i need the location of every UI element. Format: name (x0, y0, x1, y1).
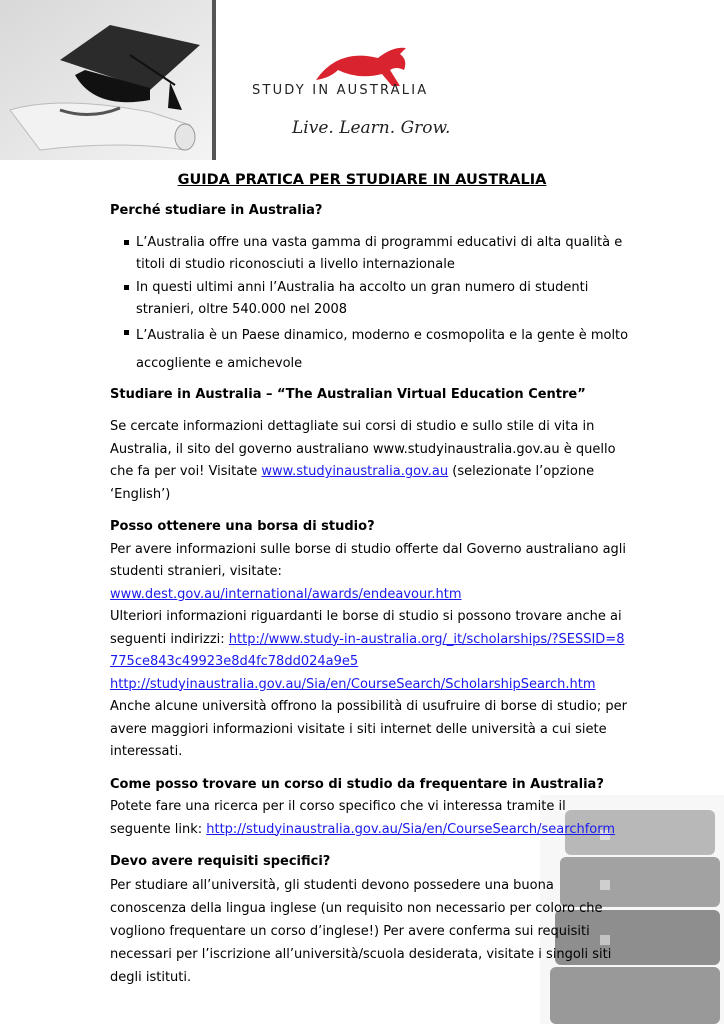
list-item: L’Australia offre una vasta gamma di programmi educativi di alta qualità e titoli di studio riconosciuti a livello internazionale (136, 232, 630, 277)
paragraph-text: Per avere informazioni sulle borse di studio offerte dal Governo australiano agli studenti stranieri, visitate: (110, 541, 627, 579)
section-heading: Perché studiare in Australia? (110, 203, 323, 218)
paragraph: Per studiare all’università, gli studenti devono possedere una buona conoscenza della lingua inglese (un requisito non necessario per coloro che vogliono frequentare un corso d’inglese!) Per avere conferma sui requisiti necessari per l’iscrizione all’università/scuola desiderata, visitate i singoli siti degli istituti. (110, 877, 612, 985)
link[interactable]: http://studyinaustralia.gov.au/Sia/en/CourseSearch/ScholarshipSearch.htm (110, 676, 596, 692)
paragraph (110, 796, 630, 841)
link[interactable]: www.dest.gov.au/international/awards/endeavour.htm (110, 586, 462, 602)
paragraph-text: Potete fare una ricerca per il corso specifico che vi interessa tramite il seguente link: (110, 799, 566, 837)
link[interactable]: www.studyinaustralia.gov.au (261, 464, 449, 479)
document-body (110, 200, 630, 989)
section-heading: Come posso trovare un corso di studio da frequentare in Australia? (110, 776, 604, 792)
paragraph-text: (selezionate l’opzione ‘English’) (110, 464, 595, 502)
paragraph: Anche alcune università offrono la possibilità di usufruire di borse di studio; per avere maggiori informazioni visitate i siti internet delle università a cui siete interessati. (110, 699, 627, 759)
list-item: L’Australia è un Paese dinamico, moderno e cosmopolita e la gente è molto accogliente e amichevole (136, 322, 630, 378)
paragraph (110, 674, 630, 697)
section-heading: Posso ottenere una borsa di studio? (110, 519, 375, 534)
reasons-list (110, 232, 630, 378)
paragraph-text: Se cercate informazioni dettagliate sui corsi di studio e sullo stile di vita in Australia, il sito del governo australiano www.studyinaustralia.gov.au è quello che fa per voi! Visitate (110, 419, 616, 479)
brand-tagline: Live. Learn. Grow. (292, 118, 451, 138)
page-title: GUIDA PRATICA PER STUDIARE IN AUSTRALIA (177, 172, 547, 188)
section-heading: Devo avere requisiti specifici? (110, 854, 331, 869)
list-item: In questi ultimi anni l’Australia ha accolto un gran numero di studenti stranieri, oltre 540.000 nel 2008 (136, 277, 630, 322)
link[interactable]: http://studyinaustralia.gov.au/Sia/en/CourseSearch/searchform (206, 821, 616, 837)
section-heading: Studiare in Australia – “The Australian Virtual Education Centre” (110, 386, 586, 402)
paragraph (110, 539, 630, 607)
brand-name: STUDY IN AUSTRALIA (252, 83, 429, 98)
link[interactable]: http://www.study-in-australia.org/_it/scholarships/?SESSID=8775ce843c49923e8d4fc78dd024a9e5 (110, 631, 625, 669)
paragraph (110, 606, 630, 674)
paragraph (110, 416, 630, 506)
kangaroo-icon (308, 40, 428, 88)
study-in-australia-logo (248, 40, 478, 140)
paragraph-text: Ulteriori informazioni riguardanti le borse di studio si possono trovare anche ai seguenti indirizzi: (110, 609, 622, 647)
graduation-cap-image (0, 0, 216, 160)
